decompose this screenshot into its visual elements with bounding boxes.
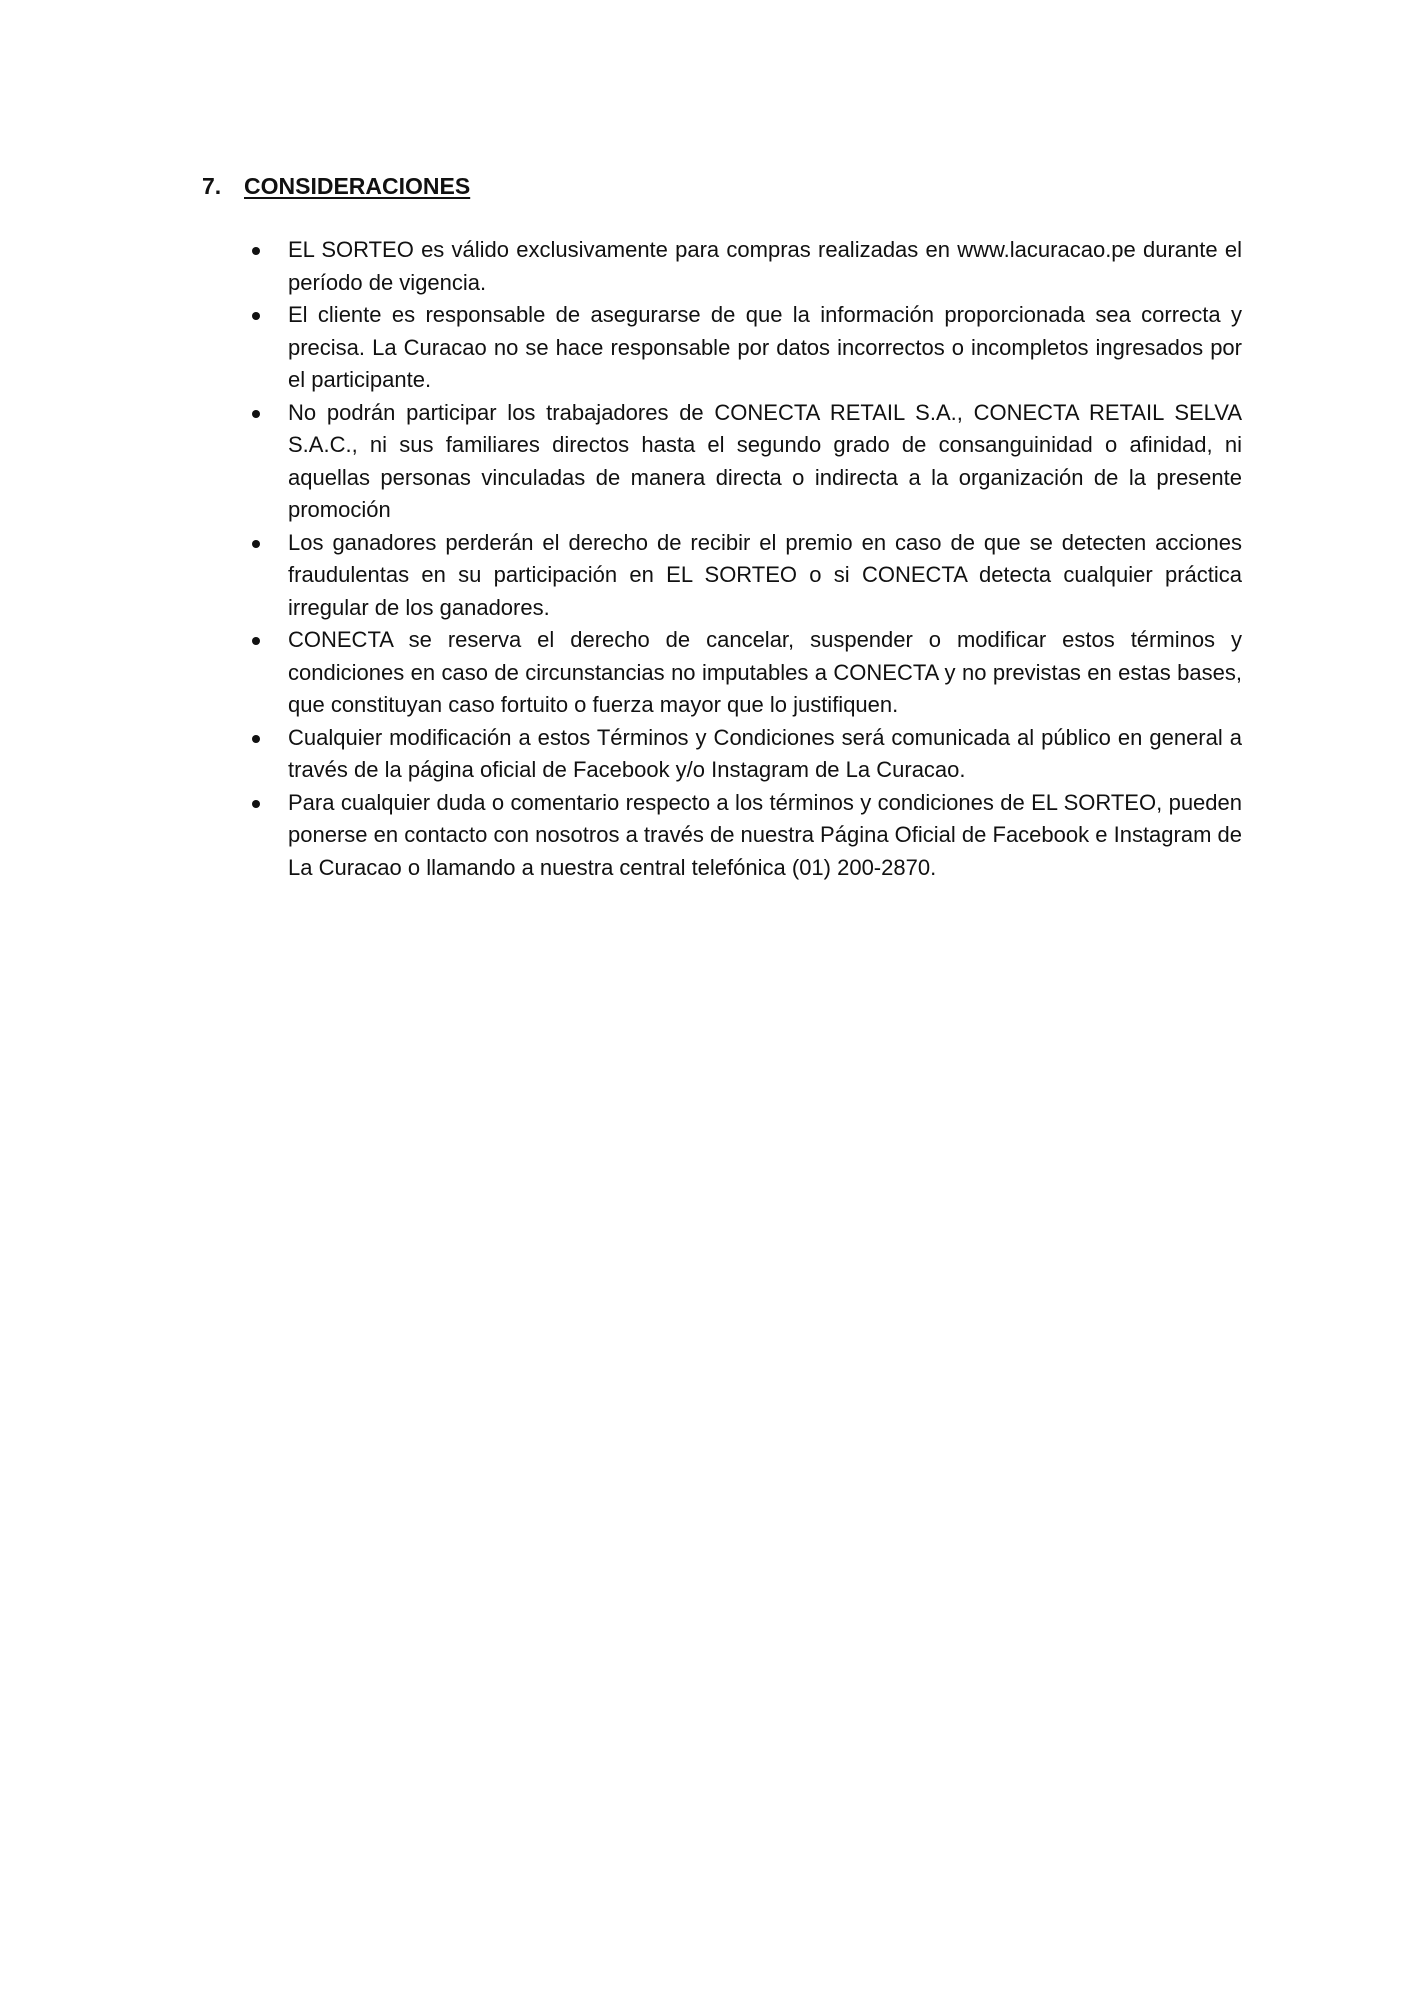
list-item [246,624,1242,722]
bullet-icon [252,637,260,645]
list-item-text: CONECTA se reserva el derecho de cancelar, suspender o modificar estos términos y condiciones en caso de circunstancias no imputables a CONECTA y no previstas en estas bases, que constituyan caso fortuito o fuerza mayor que lo justifiquen. [288,627,1242,717]
section-title: CONSIDERACIONES [244,173,471,199]
list-item [246,787,1242,885]
list-item-text: Para cualquier duda o comentario respecto a los términos y condiciones de EL SORTEO, pueden ponerse en contacto con nosotros a través de nuestra Página Oficial de Facebook e Instagram de La Curacao o llamando a nuestra central telefónica (01) 200-2870. [288,789,1242,880]
bullet-icon [252,410,260,418]
bullet-icon [252,800,260,808]
list-item [246,234,1242,299]
list-item-text: No podrán participar los trabajadores de CONECTA RETAIL S.A., CONECTA RETAIL SELVA S.A.C., ni sus familiares directos hasta el segundo grado de consanguinidad o afinidad, ni aquellas personas vinculadas de manera directa o indirecta a la organización de la presente promoción [288,399,1242,522]
list-item-text: El cliente es responsable de asegurarse de que la información proporcionada sea correcta y precisa. La Curacao no se hace responsable por datos incorrectos o incompletos ingresados por el participante. [288,302,1242,392]
list-item [246,722,1242,787]
list-item-text: Los ganadores perderán el derecho de recibir el premio en caso de que se detecten acciones fraudulentas en su participación en EL SORTEO o si CONECTA detecta cualquier práctica irregular de los ganadores. [288,529,1242,620]
bullet-icon [252,312,260,320]
list-item [246,397,1242,527]
list-item-text: Cualquier modificación a estos Términos y Condiciones será comunicada al público en general a través de la página oficial de Facebook y/o Instagram de La Curacao. [288,724,1242,782]
list-item [246,299,1242,397]
considerations-list [246,234,1242,884]
list-item-text: EL SORTEO es válido exclusivamente para compras realizadas en www.lacuracao.pe durante el período de vigencia. [288,237,1242,295]
bullet-icon [252,247,260,255]
list-item [246,527,1242,625]
bullet-icon [252,735,260,743]
section-number: 7. [202,173,222,199]
section-heading [202,170,470,202]
bullet-icon [252,540,260,548]
